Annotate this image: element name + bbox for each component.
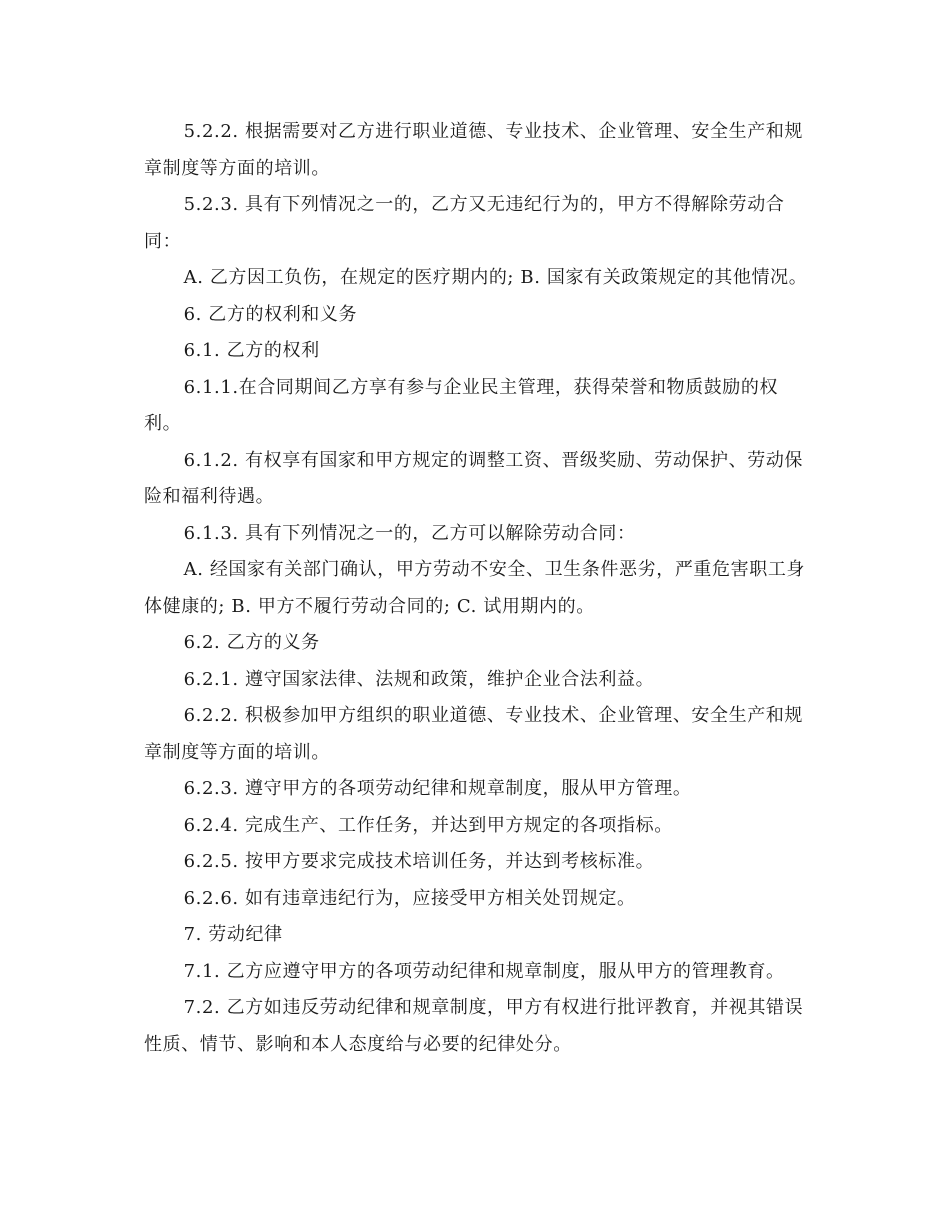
paragraph-5-2-3-items: A. 乙方因工负伤，在规定的医疗期内的; B. 国家有关政策规定的其他情况。 xyxy=(183,267,808,288)
paragraph-7-2: 7.2. 乙方如违反劳动纪律和规章制度，甲方有权进行批评教育，并视其错误性质、情节、影响和本人态度给与必要的纪律处分。 xyxy=(144,997,804,1055)
document-body xyxy=(144,114,812,1063)
section-heading-6-1: 6.1. 乙方的权利 xyxy=(183,340,320,361)
paragraph-6-1-1: 6.1.1.在合同期间乙方享有参与企业民主管理，获得荣誉和物质鼓励的权利。 xyxy=(144,376,779,434)
paragraph-6-2-3: 6.2.3. 遵守甲方的各项劳动纪律和规章制度，服从甲方管理。 xyxy=(183,778,692,799)
paragraph-6-2-2: 6.2.2. 积极参加甲方组织的职业道德、专业技术、企业管理、安全生产和规章制度等方面的培训。 xyxy=(144,705,804,763)
paragraph-6-2-1: 6.2.1. 遵守国家法律、法规和政策，维护企业合法利益。 xyxy=(183,668,655,690)
section-heading-6: 6. 乙方的权利和义务 xyxy=(183,303,358,325)
paragraph-6-2-5: 6.2.5. 按甲方要求完成技术培训任务，并达到考核标准。 xyxy=(183,851,655,872)
section-heading-7: 7. 劳动纪律 xyxy=(183,924,283,945)
paragraph-6-1-3-items: A. 经国家有关部门确认，甲方劳动不安全、卫生条件恶劣，严重危害职工身体健康的; B. 甲方不履行劳动合同的; C. 试用期内的。 xyxy=(144,559,806,617)
paragraph-6-1-2: 6.1.2. 有权享有国家和甲方规定的调整工资、晋级奖励、劳动保护、劳动保险和福利待遇。 xyxy=(144,449,804,507)
section-heading-6-2: 6.2. 乙方的义务 xyxy=(183,632,320,653)
paragraph-6-2-4: 6.2.4. 完成生产、工作任务，并达到甲方规定的各项指标。 xyxy=(183,814,673,836)
paragraph-5-2-3: 5.2.3. 具有下列情况之一的，乙方又无违纪行为的，甲方不得解除劳动合同： xyxy=(144,194,785,252)
paragraph-6-2-6: 6.2.6. 如有违章违纪行为，应接受甲方相关处罚规定。 xyxy=(183,887,636,909)
paragraph-6-1-3: 6.1.3. 具有下列情况之一的，乙方可以解除劳动合同： xyxy=(183,522,636,544)
paragraph-7-1: 7.1. 乙方应遵守甲方的各项劳动纪律和规章制度，服从甲方的管理教育。 xyxy=(183,960,785,982)
paragraph-5-2-2: 5.2.2. 根据需要对乙方进行职业道德、专业技术、企业管理、安全生产和规章制度等方面的培训。 xyxy=(144,121,804,179)
